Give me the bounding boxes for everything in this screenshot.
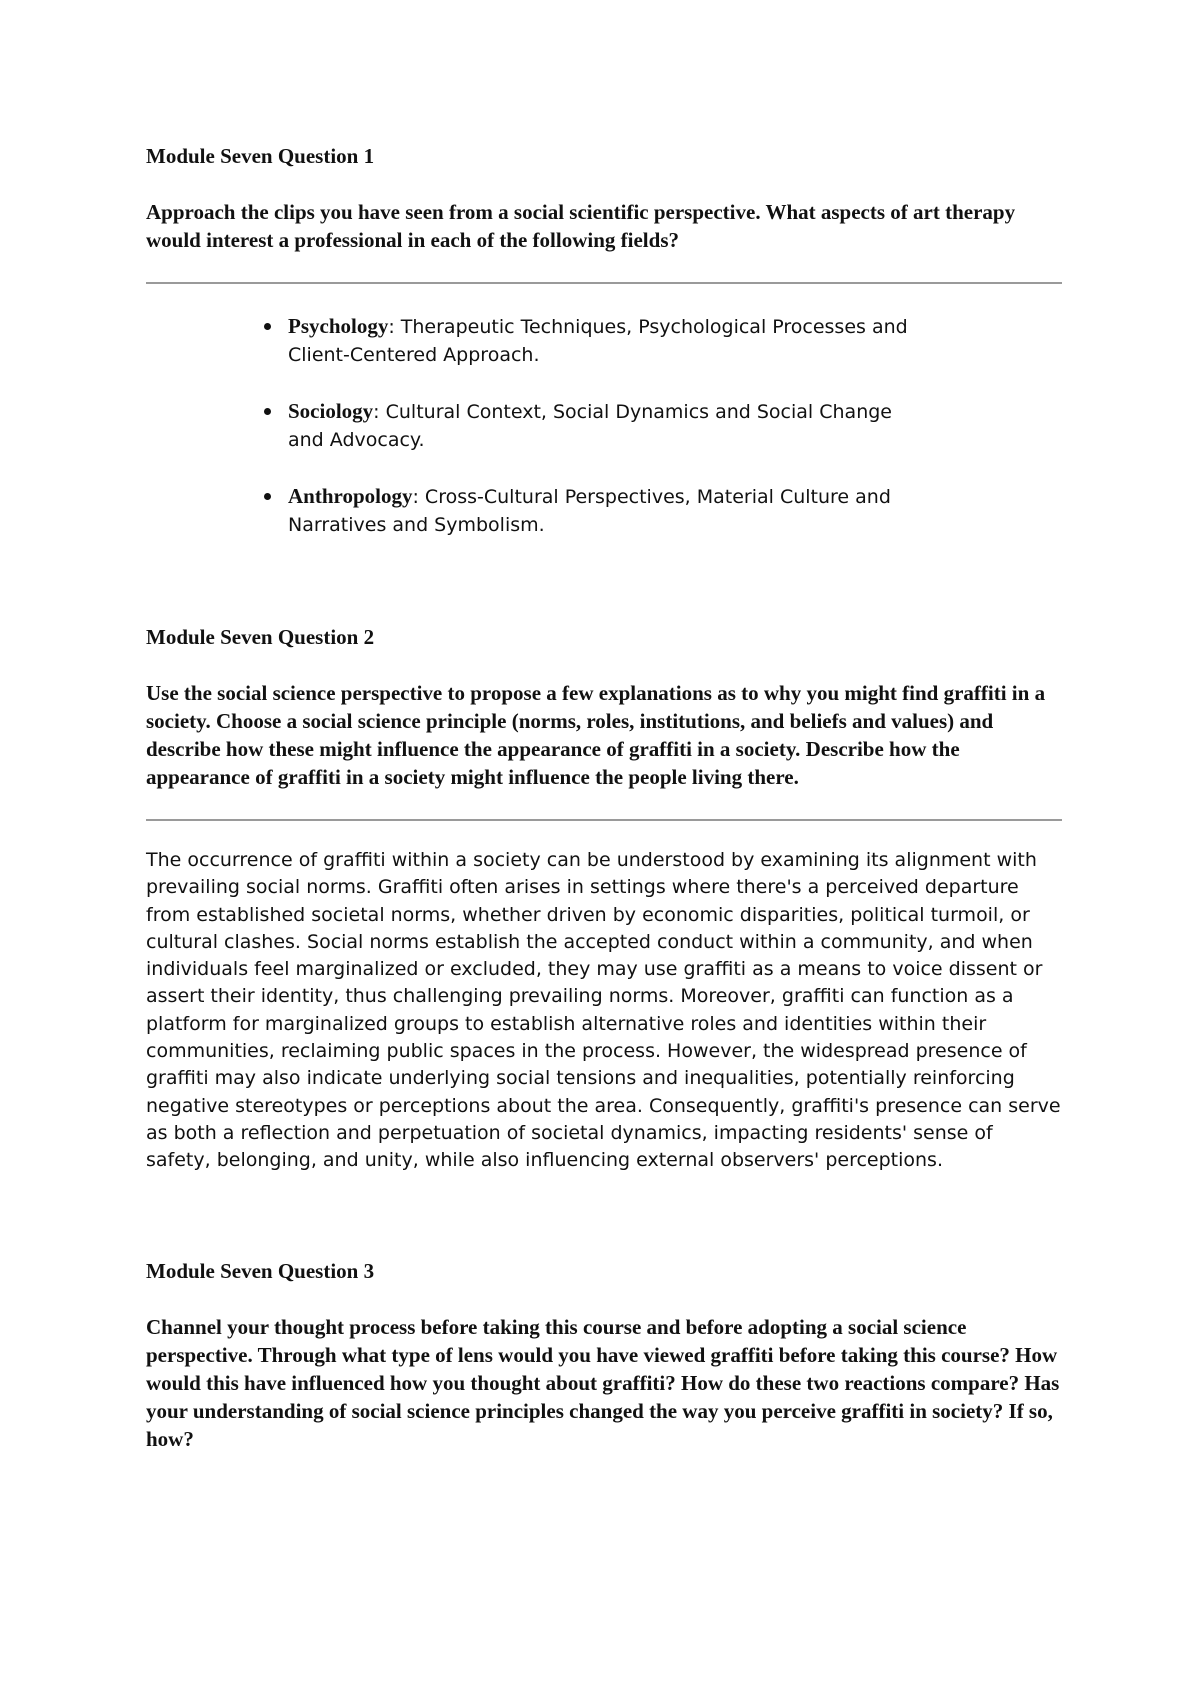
bullet-icon bbox=[264, 323, 271, 330]
question-3-section bbox=[146, 1257, 1062, 1453]
document-page bbox=[146, 142, 1062, 1453]
list-spacer bbox=[146, 369, 1062, 397]
list-item-term: Sociology bbox=[288, 399, 374, 423]
question-3-prompt: Channel your thought process before taking this course and before adopting a social science perspective. Through what type of lens would you have viewed graffiti before taking this course? How would this have influenced how you thought about graffiti? How do these two reactions compare? Has your understanding of social science principles changed the way you perceive graffiti in society? If so, how? bbox=[146, 1314, 1060, 1451]
bullet-icon bbox=[264, 408, 271, 415]
question-2-title: Module Seven Question 2 bbox=[146, 625, 375, 649]
list-item-term: Anthropology bbox=[288, 484, 413, 508]
bullet-icon bbox=[264, 493, 271, 500]
list-item-text: : Cultural Context, Social Dynamics and Social Change and Advocacy. bbox=[288, 401, 892, 451]
list-item-term: Psychology bbox=[288, 314, 389, 338]
list-item-sociology bbox=[146, 397, 908, 454]
question-2-answer: The occurrence of graffiti within a society can be understood by examining its alignment with prevailing social norms. Graffiti often arises in settings where there's a perceived departure from established societal norms, whether driven by economic disparities, political turmoil, or cultural clashes. Social norms establish the accepted conduct within a community, and when individuals feel marginalized or excluded, they may use graffiti as a means to voice dissent or assert their identity, thus challenging prevailing norms. Moreover, graffiti can function as a platform for marginalized groups to establish alternative roles and identities within their communities, reclaiming public spaces in the process. However, the widespread presence of graffiti may also indicate underlying social tensions and inequalities, potentially reinforcing negative stereotypes or perceptions about the area. Consequently, graffiti's presence can serve as both a reflection and perpetuation of societal dynamics, impacting residents' sense of safety, belonging, and unity, while also influencing external observers' perceptions. bbox=[146, 849, 1061, 1172]
question-2-section bbox=[146, 623, 1062, 1175]
list-spacer bbox=[146, 454, 1062, 482]
question-3-title: Module Seven Question 3 bbox=[146, 1258, 375, 1283]
question-2-prompt: Use the social science perspective to propose a few explanations as to why you might find graffiti in a society. Choose a social science principle (norms, roles, institutions, and beliefs and values) and describe how these might influence the appearance of graffiti in a society. Describe how the appearance of graffiti in a society might influence the people living there. bbox=[146, 681, 1046, 789]
list-item-anthropology bbox=[146, 482, 908, 539]
question-1-answer-list bbox=[146, 312, 1062, 539]
list-item-text: : Cross-Cultural Perspectives, Material Culture and Narratives and Symbolism. bbox=[288, 486, 891, 536]
list-item-text: : Therapeutic Techniques, Psychological Processes and Client-Centered Approach. bbox=[288, 316, 908, 366]
question-1-prompt: Approach the clips you have seen from a social scientific perspective. What aspects of art therapy would interest a professional in each of the following fields? bbox=[146, 200, 1016, 252]
question-1-title: Module Seven Question 1 bbox=[146, 144, 375, 168]
list-item-psychology bbox=[146, 312, 908, 369]
question-1-section bbox=[146, 142, 1062, 539]
